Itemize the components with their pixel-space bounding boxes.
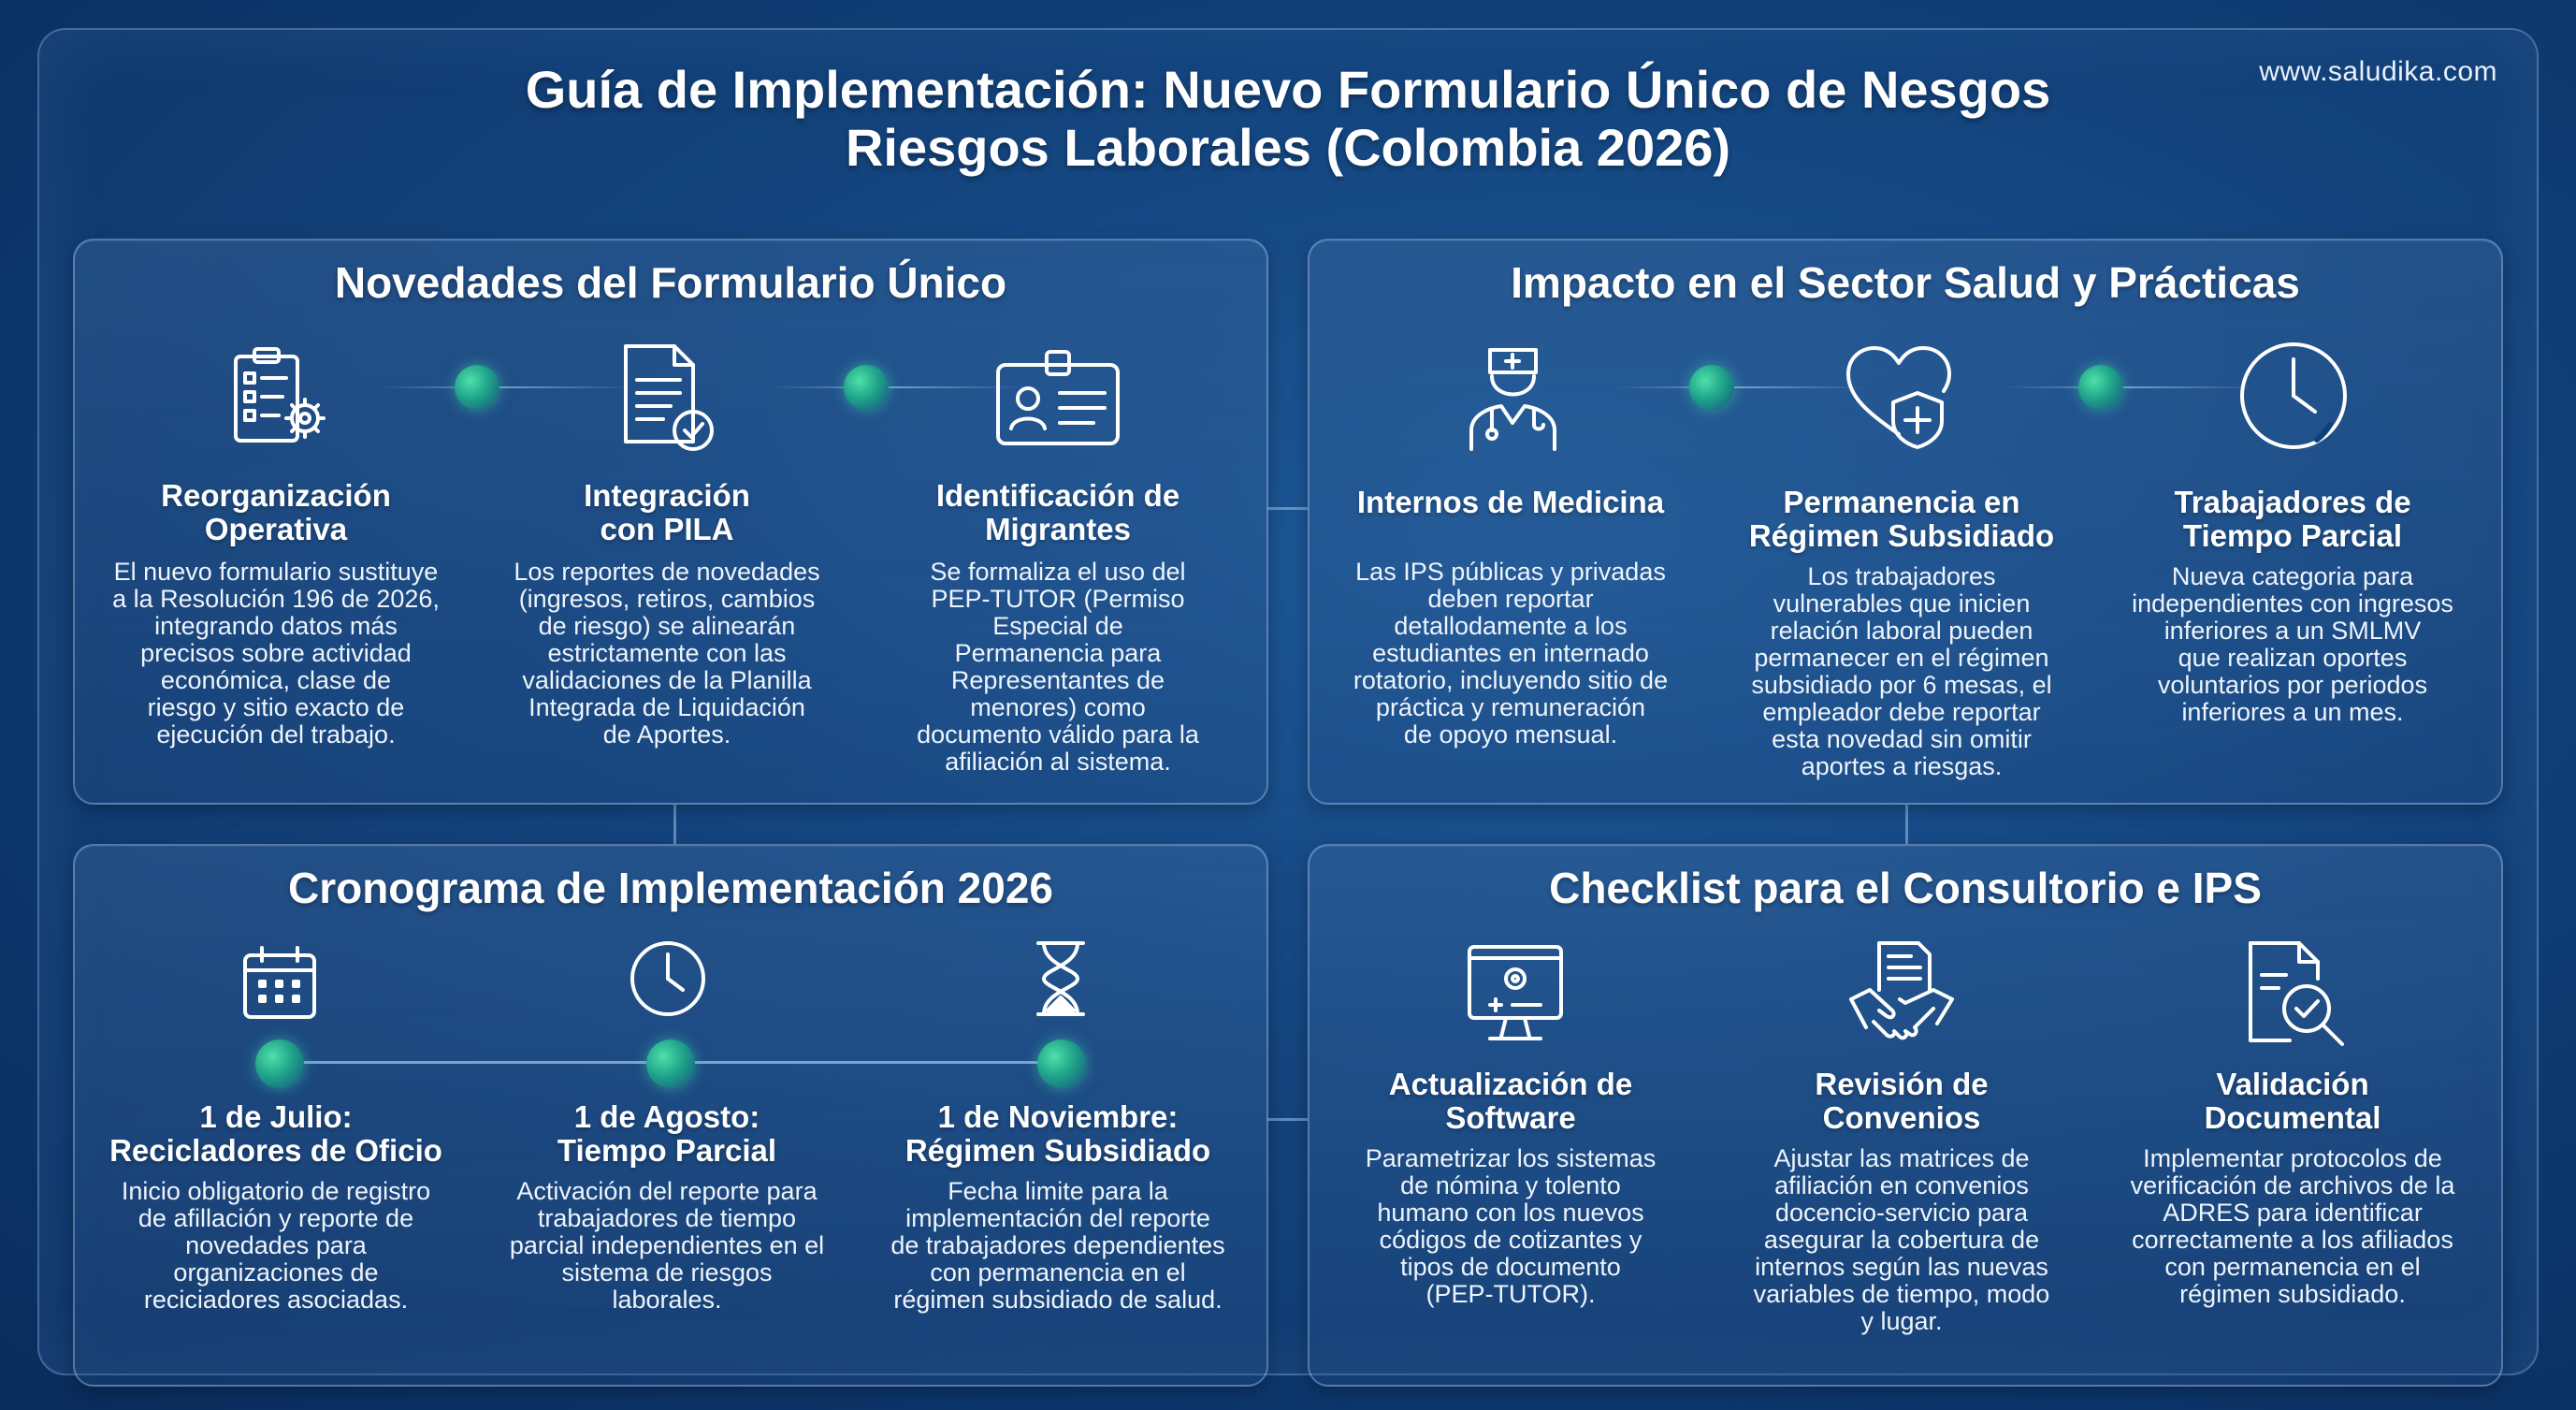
column-reorganizacion: [98, 240, 454, 807]
item-description: Los trabajadores vulnerables que inicien relación laboral pueden permanecer en el régimen subsidiado por 6 mesas, el empleador debe reportar esta novedad sin omitir aportes a riesgas.: [1751, 562, 2052, 780]
doctor-icon: [1464, 341, 1562, 455]
column-tiempo-parcial: [2115, 240, 2470, 807]
item-heading: 1 de Agosto: Tiempo Parcial: [557, 1099, 777, 1168]
handshake-document-icon: [1845, 938, 1958, 1050]
panel-cronograma: [73, 844, 1268, 1387]
column-convenios: [1724, 846, 2079, 1388]
item-heading: 1 de Julio: Recicladores de Oficio: [109, 1099, 442, 1168]
panel-title: Cronograma de Implementación 2026: [287, 864, 1054, 912]
item-heading: Identificación de Migrantes: [935, 478, 1180, 546]
item-description: Activación del reporte para trabajadores de tiempo parcial independientes en el sistema de riesgos laborales.: [509, 1177, 825, 1314]
panel-title: Checklist para el Consultorio e IPS: [1549, 864, 2262, 912]
item-description: Implementar protocolos de verificación de archivos de la ADRES para identificar correctamente a los afiliados con permanencia en el régimen subsidiado.: [2130, 1144, 2455, 1308]
item-heading: Actualización de Software: [1388, 1067, 1633, 1135]
column-julio: [98, 846, 454, 1388]
item-heading: Reorganización Operativa: [161, 478, 391, 546]
clock-icon: [629, 939, 707, 1018]
item-heading: Trabajadores de Tiempo Parcial: [2174, 485, 2411, 553]
panel-checklist: [1308, 844, 2503, 1387]
panel-title: Novedades del Formulario Único: [334, 258, 1007, 307]
item-description: Parametrizar los sistemas de nómina y tolento humano con los nuevos códigos de cotizantes y tipos de documento (PEP-TUTOR).: [1365, 1144, 1657, 1308]
panel-connector-vertical-right: [1905, 805, 1908, 844]
item-heading: 1 de Noviembre: Régimen Subsidiado: [904, 1099, 1211, 1168]
clipboard-gear-icon: [224, 343, 337, 456]
calendar-icon: [241, 944, 318, 1021]
panel-title: Impacto en el Sector Salud y Prácticas: [1511, 258, 2300, 307]
panel-connector-vertical-left: [673, 805, 676, 844]
website-label: www.saludika.com: [2259, 56, 2497, 87]
column-internos: [1333, 240, 1688, 807]
item-description: Los reportes de novedades (ingresos, retiros, cambios de riesgo) se alinearán estrictamente con las validaciones de la Planilla Integrada de Liquidación de Aportes.: [514, 558, 820, 749]
panel-impacto: [1308, 239, 2503, 805]
item-description: El nuevo formulario sustituye a la Resolución 196 de 2026, integrando datos más precisos sobre actividad económica, clase de riesgo y sitio exacto de ejecución del trabajo.: [112, 558, 440, 749]
item-heading: Internos de Medicina: [1356, 485, 1665, 519]
panel-connector-horizontal-bottom: [1267, 1118, 1308, 1121]
clock-icon: [2236, 339, 2351, 453]
item-description: Inicio obligatorio de registro de afillación y reporte de novedades para organizaciones de reciciadores asociadas.: [121, 1177, 431, 1314]
page-title-line-1: Guía de Implementación: Nuevo Formulario Único de Nesgos: [525, 60, 2051, 119]
id-card-icon: [992, 346, 1123, 449]
page-title: [0, 61, 2576, 177]
heart-shield-icon: [1841, 341, 1962, 453]
column-agosto: [489, 846, 845, 1388]
document-check-icon: [611, 339, 723, 456]
item-heading: Permanencia en Régimen Subsidiado: [1748, 485, 2055, 553]
item-description: Nueva categoria para independientes con ingresos inferiores a un SMLMV que realizan oportes voluntarios por periodos inferiores a un mes.: [2132, 562, 2453, 726]
item-heading: Revisión de Convenios: [1815, 1067, 1989, 1135]
item-heading: Integración con PILA: [584, 478, 750, 546]
column-permanencia: [1724, 240, 2079, 807]
panel-novedades: [73, 239, 1268, 805]
document-search-icon: [2243, 938, 2348, 1050]
column-software: [1333, 846, 1688, 1388]
hourglass-icon: [1035, 939, 1087, 1018]
column-validacion: [2115, 846, 2470, 1388]
item-heading: Validación Documental: [2204, 1067, 2381, 1135]
item-description: Ajustar las matrices de afiliación en convenios docencio-servicio para asegurar la cobertura de internos según las nuevas variables de tiempo, modo y lugar.: [1753, 1144, 2050, 1335]
item-description: Fecha limite para la implementación del reporte de trabajadores dependientes con permanencia en el régimen subsidiado de salud.: [890, 1177, 1225, 1314]
column-noviembre: [880, 846, 1236, 1388]
page-title-line-2: Riesgos Laborales (Colombia 2026): [845, 118, 1731, 177]
item-description: Las IPS públicas y privadas deben reportar detallodamente a los estudiantes en internado rotatorio, incluyendo sitio de práctica y remuneración de opoyo mensual.: [1353, 558, 1669, 749]
monitor-gear-icon: [1464, 939, 1567, 1047]
column-integracion: [489, 240, 845, 807]
panel-connector-horizontal-top: [1267, 507, 1308, 510]
column-migrantes: [880, 240, 1236, 807]
item-description: Se formaliza el uso del PEP-TUTOR (Permiso Especial de Permanencia para Representantes de menores) como documento válido para la afiliación al sistema.: [917, 558, 1199, 776]
